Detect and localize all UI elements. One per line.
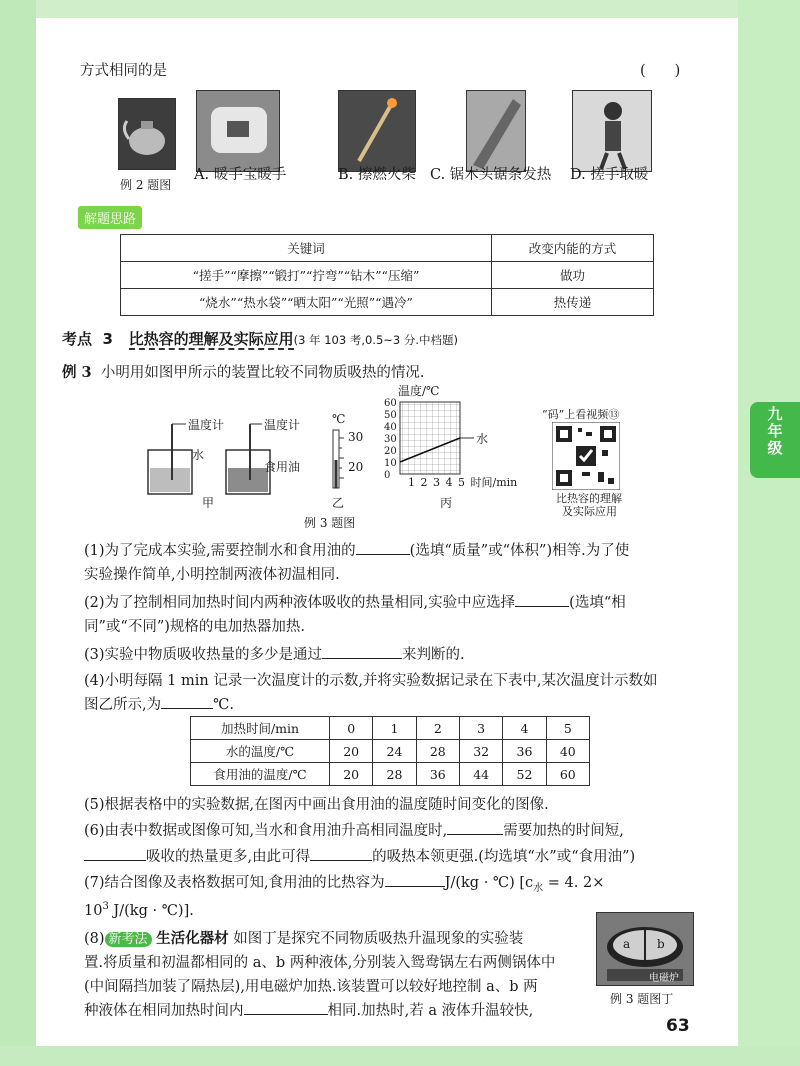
keyword-table	[120, 234, 654, 316]
section-label: 考点	[62, 330, 93, 348]
section-heading	[62, 328, 458, 349]
table-header: 4	[503, 717, 546, 740]
beakers-figure	[136, 410, 336, 514]
table-cell: 20	[330, 740, 373, 763]
hand-warmer-icon	[197, 91, 279, 171]
q7-text: (7)结合图像及表格数据可知,食用油的比热容为	[84, 875, 385, 891]
hand-warmer-photo	[196, 90, 280, 172]
graph-xticks	[408, 474, 517, 490]
q7-text: 10	[84, 902, 103, 919]
table-cell: 36	[416, 763, 459, 786]
q7-text: = 4. 2×	[543, 875, 605, 891]
grade-tab-char: 九	[767, 405, 783, 423]
q4-line1: (4)小明每隔 1 min 记录一次温度计的示数,并将实验数据记录在下表中,某次温度计示数如	[84, 673, 658, 689]
q8-line3: (中间隔挡加装了隔热层),用电磁炉加热.该装置可以较好地控制 a、b 两	[84, 979, 538, 995]
saw-icon	[467, 91, 525, 171]
table-cell: 36	[503, 740, 546, 763]
answer-blank[interactable]	[244, 1000, 328, 1015]
answer-blank[interactable]	[385, 872, 445, 887]
table-header: 1	[373, 717, 416, 740]
table-cell: 32	[459, 740, 502, 763]
liquid-b-label: b	[657, 937, 665, 951]
page-number: 63	[666, 1016, 690, 1036]
table-cell: 热传递	[492, 289, 654, 316]
grade-tab-char: 年	[767, 422, 783, 440]
thermometer-label-1: 温度计	[188, 418, 225, 432]
page-margin-left	[0, 0, 36, 1066]
q7-text: J/(kg · ℃) [c	[444, 875, 534, 891]
ex3-text: 小明用如图甲所示的装置比较不同物质吸热的情况.	[100, 365, 425, 381]
q3-text: 来判断的.	[402, 647, 465, 663]
answer-blank[interactable]	[447, 820, 503, 835]
q7-superscript: 3	[102, 901, 109, 912]
option-a: A. 暖手宝暖手	[194, 167, 287, 183]
qr-caption	[556, 492, 622, 518]
q3-line	[84, 644, 465, 666]
graph-xtick: 1	[408, 476, 415, 489]
q6-text: 吸收的热量更多,由此可得	[146, 849, 311, 865]
ex3-figure-caption: 例 3 题图	[304, 516, 356, 530]
q5-line: (5)根据表格中的实验数据,在图丙中画出食用油的温度随时间变化的图像.	[84, 797, 549, 813]
table-cell: “搓手”“摩擦”“锻打”“拧弯”“钻木”“压缩”	[121, 262, 492, 289]
q3-text: (3)实验中物质吸收热量的多少是通过	[84, 647, 323, 663]
page-margin-top	[0, 0, 800, 18]
q7-subscript: 水	[533, 882, 544, 894]
answer-blank[interactable]	[515, 592, 569, 607]
table-cell: 40	[546, 740, 589, 763]
document-page	[36, 18, 738, 1046]
q4-line2	[84, 694, 234, 716]
q2-text: (2)为了控制相同加热时间内两种液体吸收的热量相同,实验中应选择	[84, 595, 516, 611]
table-header: 改变内能的方式	[492, 235, 654, 262]
thermometer-unit: ℃	[332, 412, 346, 426]
page-margin-right	[738, 0, 800, 1066]
table-row	[121, 235, 654, 262]
q1-line1	[84, 540, 629, 562]
saw-photo	[466, 90, 526, 172]
answer-blank[interactable]	[310, 846, 372, 861]
q4-text: 图乙所示,为	[84, 697, 162, 713]
graph-yticks	[384, 398, 397, 482]
question-continuation: 方式相同的是	[80, 63, 167, 79]
q7-line2	[84, 896, 194, 922]
table-header: 0	[330, 717, 373, 740]
table-header: 2	[416, 717, 459, 740]
graph-ytick: 40	[384, 422, 397, 433]
answer-blank[interactable]	[84, 846, 146, 861]
graph-ylabel: 温度/℃	[398, 384, 440, 398]
q8-line1	[84, 928, 523, 951]
table-row	[121, 262, 654, 289]
section-title: 比热容的理解及实际应用	[128, 330, 294, 348]
match-icon	[339, 91, 415, 171]
option-c: C. 锯木头锯条发热	[430, 167, 552, 183]
table-row	[121, 289, 654, 316]
graph-ytick: 10	[384, 458, 397, 469]
section-meta: (3 年 103 考,0.5~3 分.中档题)	[293, 333, 459, 347]
qr-code-icon[interactable]	[552, 422, 620, 490]
q6-text: 需要加热的时间短,	[503, 823, 624, 839]
graph-xtick: 4	[445, 476, 453, 489]
qr-top-label: “码”上看视频⑬	[542, 408, 620, 421]
q6-text: (6)由表中数据或图像可知,当水和食用油升高相同温度时,	[84, 823, 448, 839]
table-header: 关键词	[121, 235, 492, 262]
q4-text: ℃.	[213, 697, 234, 713]
table-header: 5	[546, 717, 589, 740]
ex2-caption: 例 2 题图	[120, 178, 172, 192]
table-cell: 60	[546, 763, 589, 786]
new-method-badge: 新考法	[105, 932, 152, 947]
section-number: 3	[102, 330, 113, 348]
table-header: 加热时间/min	[191, 717, 330, 740]
graph-water-label: 水	[476, 432, 489, 446]
q2-line2: 同”或“不同”)规格的电加热器加热.	[84, 619, 306, 635]
table-cell: 24	[373, 740, 416, 763]
table-cell: 食用油的温度/℃	[191, 763, 330, 786]
q2-text: (选填“相	[569, 595, 626, 611]
graph-xtick: 5	[458, 476, 465, 489]
figure-jia-label: 甲	[202, 496, 215, 510]
q6-text: 的吸热本领更强.(均选填“水”或“食用油”)	[372, 849, 636, 865]
q1-line2: 实验操作简单,小明控制两液体初温相同.	[84, 567, 340, 583]
table-cell: 28	[373, 763, 416, 786]
table-cell: 52	[503, 763, 546, 786]
qr-caption-line: 及实际应用	[562, 505, 617, 518]
liquid-a-label: a	[623, 937, 631, 951]
qr-caption-line: 比热容的理解	[556, 492, 622, 505]
q2-line1	[84, 592, 626, 614]
q8-tag: 生活化器材	[156, 930, 229, 947]
q8-line2: 置.将质量和初温都相同的 a、b 两种液体,分别装入鸳鸯锅左右两侧锅体中	[84, 955, 556, 971]
figure-bing-label: 丙	[440, 496, 453, 510]
water-label: 水	[192, 448, 205, 462]
answer-paren: ( )	[640, 63, 681, 79]
q8-text: 种液体在相同加热时间内	[84, 1003, 244, 1019]
grade-tab	[750, 402, 800, 478]
ex3-label: 例 3	[62, 364, 92, 381]
table-cell: 做功	[492, 262, 654, 289]
table-cell: 28	[416, 740, 459, 763]
cooker-label: 电磁炉	[649, 973, 679, 984]
q8-text: 相同.加热时,若 a 液体升温较快,	[327, 1003, 534, 1019]
thermometer-label-2: 温度计	[264, 418, 301, 432]
table-row	[191, 763, 590, 786]
kettle-photo	[118, 98, 176, 170]
thermometer-figure	[326, 428, 348, 494]
q1-text: (1)为了完成本实验,需要控制水和食用油的	[84, 543, 356, 559]
ex3-intro	[62, 362, 424, 384]
q8-text: (8)	[84, 931, 105, 947]
rub-hands-photo	[572, 90, 652, 172]
q6-line2	[84, 846, 635, 868]
answer-blank[interactable]	[356, 540, 410, 555]
grade-tab-char: 级	[767, 439, 783, 457]
graph-ytick: 30	[384, 434, 397, 445]
q1-text: (选填“质量”或“体积”)相等.为了使	[409, 543, 630, 559]
graph-ytick: 60	[384, 398, 397, 409]
kettle-icon	[119, 99, 175, 169]
table-cell: 44	[459, 763, 502, 786]
table-cell: 20	[330, 763, 373, 786]
answer-blank[interactable]	[322, 644, 402, 659]
table-cell: 水的温度/℃	[191, 740, 330, 763]
tips-badge: 解题思路	[78, 206, 142, 229]
graph-ytick: 20	[384, 446, 397, 457]
table-row	[191, 740, 590, 763]
figure-yi-label: 乙	[332, 496, 345, 510]
match-photo	[338, 90, 416, 172]
q6-line1	[84, 820, 624, 842]
option-d: D. 搓手取暖	[570, 167, 649, 183]
thermometer-tick-30: 30	[348, 430, 364, 444]
table-row	[191, 717, 590, 740]
graph-ytick: 0	[384, 470, 391, 481]
person-icon	[573, 91, 651, 171]
option-b: B. 擦燃火柴	[338, 167, 416, 183]
page-margin-bottom	[0, 1046, 800, 1066]
graph-xtick: 3	[433, 476, 440, 489]
data-table	[190, 716, 590, 786]
q8-text: 如图丁是探究不同物质吸热升温现象的实验装	[233, 931, 524, 947]
answer-blank[interactable]	[161, 694, 213, 709]
graph-ytick: 50	[384, 410, 397, 421]
fig-d-caption: 例 3 题图丁	[610, 992, 674, 1006]
q7-text: J/(kg · ℃)].	[108, 902, 194, 919]
oil-label: 食用油	[264, 460, 301, 474]
thermometer-tick-20: 20	[348, 460, 364, 474]
graph-xtick: 2	[420, 476, 428, 489]
q8-line4	[84, 1000, 533, 1022]
graph-xlabel: 时间/min	[470, 476, 518, 489]
induction-cooker-photo	[596, 912, 694, 986]
table-cell: “烧水”“热水袋”“晒太阳”“光照”“遇冷”	[121, 289, 492, 316]
table-header: 3	[459, 717, 502, 740]
